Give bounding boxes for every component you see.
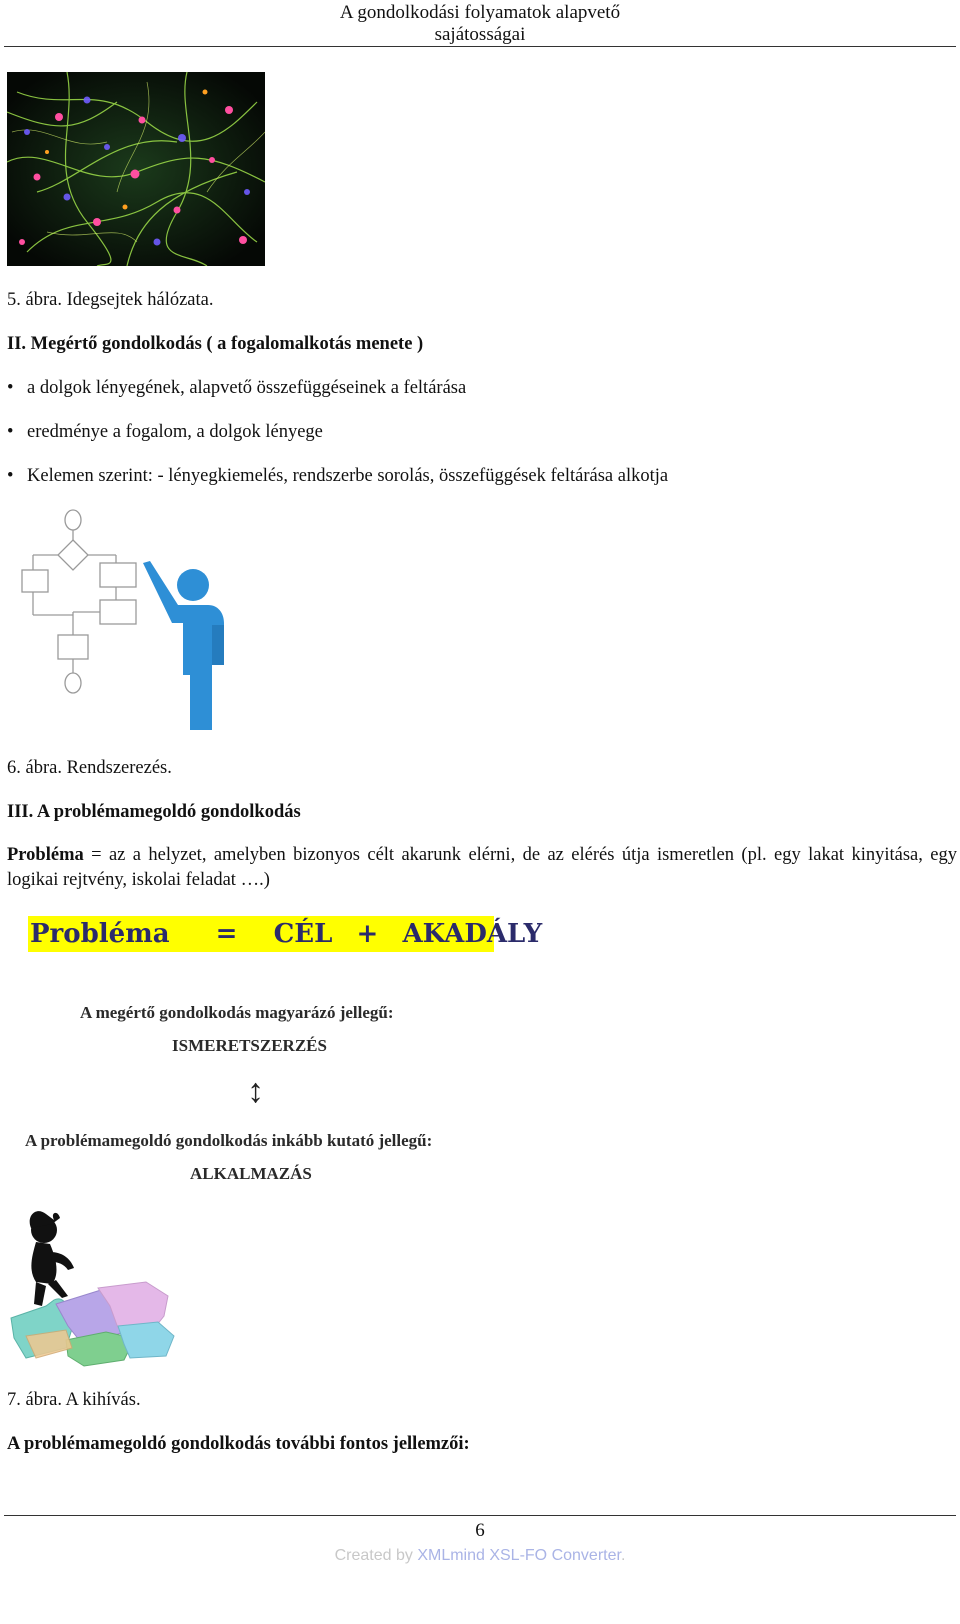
section3-heading: III. A problémamegoldó gondolkodás — [7, 802, 301, 822]
closing-heading: A problémamegoldó gondolkodás további fontos jellemzői: — [7, 1434, 470, 1454]
thinking-figure-on-puzzle — [6, 1208, 176, 1368]
formula-goal: CÉL — [273, 919, 333, 949]
footer-credit — [0, 1547, 960, 1565]
running-header — [0, 2, 960, 46]
list-item — [7, 420, 323, 444]
figure6-caption: 6. ábra. Rendszerezés. — [7, 758, 172, 778]
comparison-line4: ALKALMAZÁS — [190, 1164, 312, 1183]
bullet-text: Kelemen szerint: - lényegkiemelés, rendszerbe sorolás, összefüggések feltárása alkotja — [27, 466, 669, 486]
comparison-line2: ISMERETSZERZÉS — [172, 1036, 327, 1055]
definition-text: = az a helyzet, amelyben bizonyos célt akarunk elérni, de az elérés útja ismeretlen (pl. egy lakat kinyitása, egy logikai rejtvény, iskolai feladat ….) — [7, 845, 957, 890]
person-flowchart-illustration — [18, 505, 238, 737]
header-title-line2: sajátosságai — [434, 24, 526, 45]
definition-term: Probléma — [7, 845, 84, 865]
bullet-icon: • — [7, 378, 14, 398]
bullet-icon: • — [7, 422, 14, 442]
header-title-line1: A gondolkodási folyamatok alapvető — [339, 2, 621, 23]
credit-suffix: . — [620, 1547, 626, 1564]
bullet-icon: • — [7, 466, 14, 486]
comparison-line1: A megértő gondolkodás magyarázó jellegű: — [80, 1003, 394, 1022]
neuron-network-photo — [7, 72, 265, 266]
converter-link[interactable]: XMLmind XSL-FO Converter — [417, 1547, 621, 1564]
comparison-line3: A problémamegoldó gondolkodás inkább kutató jellegű: — [25, 1131, 433, 1150]
list-item — [7, 376, 466, 400]
figure5-caption: 5. ábra. Idegsejtek hálózata. — [7, 290, 214, 310]
footer-rule — [4, 1515, 956, 1516]
formula-problem: Probléma — [30, 919, 170, 949]
flowchart-person-graphic — [18, 505, 238, 737]
page-number: 6 — [475, 1520, 485, 1541]
list-item — [7, 464, 668, 488]
section2-heading: II. Megértő gondolkodás ( a fogalomalkotás menete ) — [7, 334, 424, 354]
formula-plus: + — [356, 919, 379, 949]
bullet-text: eredménye a fogalom, a dolgok lényege — [27, 422, 323, 442]
formula-obstacle: AKADÁLY — [402, 919, 543, 949]
credit-prefix: Created by — [334, 1547, 418, 1564]
bullet-text: a dolgok lényegének, alapvető összefüggéseinek a feltárása — [27, 378, 467, 398]
neuron-network-graphic — [7, 72, 265, 266]
figure7-caption: 7. ábra. A kihívás. — [7, 1390, 141, 1410]
header-rule — [4, 46, 956, 47]
puzzle-challenge-graphic — [6, 1208, 176, 1368]
problem-definition — [7, 843, 957, 893]
formula-equals: = — [215, 919, 238, 949]
up-down-arrow-icon: ↕ — [247, 1073, 264, 1110]
problem-formula-banner — [28, 916, 543, 952]
